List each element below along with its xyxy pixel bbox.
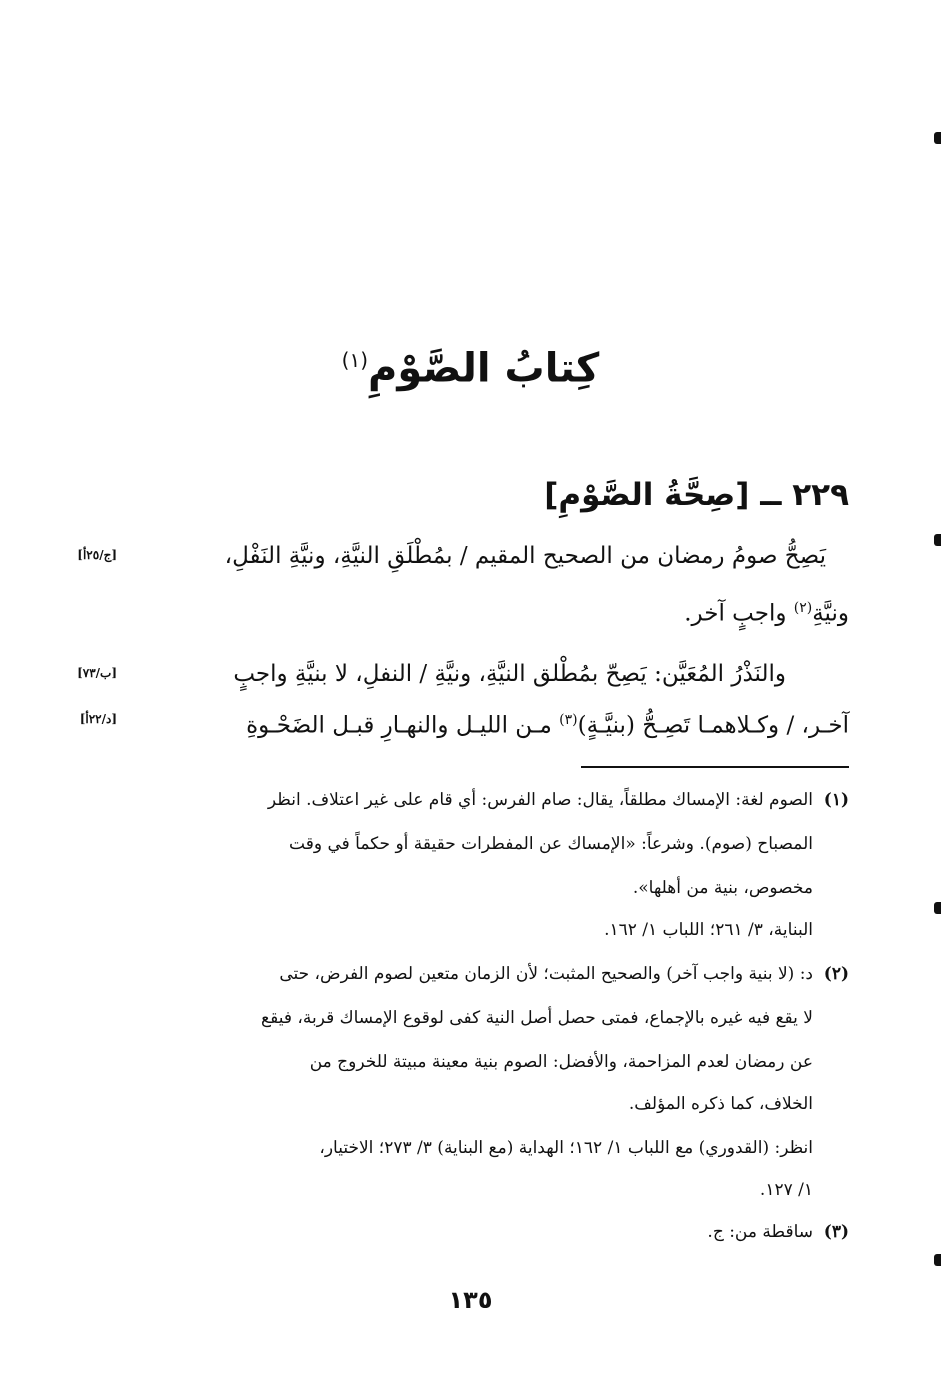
footnote-2-line-2: لا يقع فيه غيره بالإجماع، فمتى حصل أصل النية كفى لوقوع الإمساك قربة، فيقع	[261, 1008, 813, 1028]
body-line-4-text: آخـر، / وكـلاهمـا تَصِـحُّ (بنيَّـةٍ)	[577, 712, 849, 739]
footnote-marker-3: (٣)	[559, 712, 578, 728]
footnote-2-line-3: عن رمضان لعدم المزاحمة، والأفضل: الصوم بنية معينة مبيتة للخروج من	[309, 1052, 813, 1072]
footnote-marker-2: (٢)	[793, 600, 813, 616]
body-line-4	[246, 700, 849, 746]
scan-edge-mark	[934, 1254, 941, 1266]
footnote-1-line-3: مخصوص، بنية من أهلها».	[632, 878, 813, 898]
section-title: [صِحَّةُ الصَّوْمِ]	[544, 477, 750, 513]
body-line-2-tail: واجبٍ آخر.	[684, 600, 794, 627]
footnote-1-line-1: (١)الصوم لغة: الإمساك مطلقاً، يقال: صام الفرس: أي قام على غير اعتلاف. انظر	[268, 784, 849, 816]
scan-edge-mark	[934, 132, 941, 144]
footnote-3-line-1: (٣)ساقطة من: ج.	[707, 1216, 849, 1248]
page-number: ١٣٥	[448, 1286, 493, 1314]
body-line-2-text: ونيَّةِ	[812, 600, 849, 627]
section-number: ٢٢٩	[792, 477, 849, 513]
manuscript-ref: [د/٢٢أ]	[79, 712, 117, 726]
body-line-2	[684, 588, 849, 634]
footnote-marker-1: (١)	[341, 348, 369, 372]
scan-edge-mark	[934, 902, 941, 914]
manuscript-ref: [ب/٧٣]	[77, 666, 117, 680]
body-line-1	[225, 536, 826, 576]
footnote-1-line-4: البناية، ٣/ ٢٦١؛ اللباب ١/ ١٦٢.	[604, 920, 813, 940]
footnote-number: (٣)	[823, 1222, 849, 1242]
footnote-number: (٢)	[823, 964, 849, 984]
manuscript-ref: [ج/٢٥أ]	[77, 548, 117, 562]
footnote-2-line-6: ١/ ١٢٧.	[759, 1180, 813, 1200]
footnote-2-line-1: (٢)د: (لا بنية واجب آخر) والصحيح المثبت؛ لأن الزمان متعين لصوم الفرض، حتى	[279, 958, 849, 990]
section-dash: ــ	[760, 477, 782, 513]
body-line-3-text: والنَذْرُ المُعَيَّن: يَصِحّ بمُطْلق النيَّةِ، ونيَّةِ / النفلِ، لا بنيَّةِ واجبٍ	[233, 661, 786, 687]
body-line-3	[233, 654, 786, 694]
body-line-4-tail: مـن الليـل والنهـارِ قبـل الضَحْـوةِ	[246, 712, 560, 739]
section-heading	[544, 470, 849, 520]
footnote-2-line-5: انظر: (القدوري) مع اللباب ١/ ١٦٢؛ الهداية (مع البناية) ٣/ ٢٧٣؛ الاختيار،	[319, 1138, 813, 1158]
book-title	[0, 330, 941, 398]
footnote-2-line-4: الخلاف، كما ذكره المؤلف.	[628, 1094, 813, 1114]
book-title-text: كِتابُ الصَّوْمِ	[368, 345, 600, 392]
footnote-number: (١)	[823, 790, 849, 810]
footnote-1-line-2: المصباح (صوم). وشرعاً: «الإمساك عن المفطرات حقيقة أو حكماً في وقت	[289, 834, 813, 854]
body-line-1-text: يَصِحُّ صومُ رمضان من الصحيح المقيم / بمُطْلَقِ النيَّةِ، ونيَّةِ النَفْلِ،	[224, 543, 826, 569]
scan-edge-mark	[934, 534, 941, 546]
footnote-separator	[581, 766, 849, 768]
